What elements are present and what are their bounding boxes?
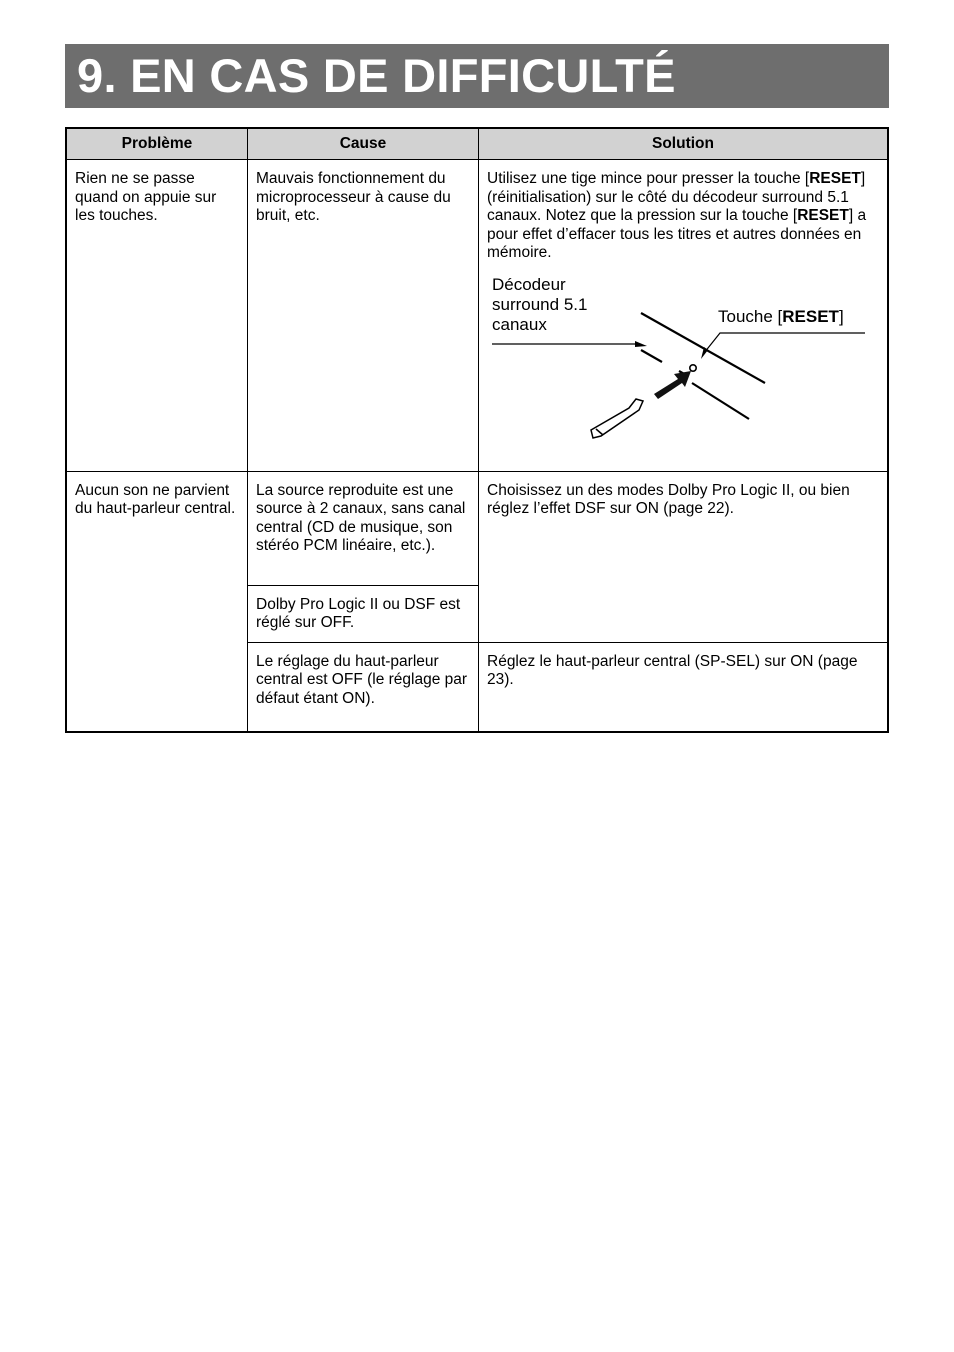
table-row [66, 160, 888, 472]
column-header-solution: Solution [479, 128, 889, 160]
problem-cell: Aucun son ne parvient du haut-parleur central. [66, 471, 248, 732]
reset-key-label: RESET [809, 170, 861, 187]
column-header-cause: Cause [248, 128, 479, 160]
problem-cell: Rien ne se passe quand on appuie sur les touches. [66, 160, 248, 472]
cause-cell: La source reproduite est une source à 2 canaux, sans canal central (CD de musique, son stéréo PCM linéaire, etc.). [248, 471, 479, 585]
cause-cell: Le réglage du haut-parleur central est OFF (le réglage par défaut étant ON). [248, 642, 479, 732]
reset-key-label: RESET [797, 207, 849, 224]
thin-rod-icon [591, 399, 643, 438]
page-title: 9. EN CAS DE DIFFICULTÉ [77, 49, 676, 102]
decoder-drawing [479, 275, 879, 465]
reset-illustration [479, 275, 879, 465]
cause-cell: Dolby Pro Logic II ou DSF est réglé sur OFF. [248, 585, 479, 642]
table-header-row [66, 128, 888, 160]
solution-cell [479, 160, 889, 472]
decoder-outline [641, 313, 765, 419]
decoder-label: Décodeur surround 5.1 canaux [492, 274, 588, 334]
solution-cell: Réglez le haut-parleur central (SP-SEL) sur ON (page 23). [479, 642, 889, 732]
decoder-pointer-arrow-icon [635, 341, 647, 347]
reset-hole-icon [690, 364, 696, 370]
reset-button-label: Touche [RESET] [718, 306, 844, 326]
leader-lines [492, 333, 865, 353]
cause-cell: Mauvais fonctionnement du microprocesseur à cause du bruit, etc. [248, 160, 479, 472]
solution-text: Utilisez une tige mince pour presser la touche [RESET] (réinitialisation) sur le côté du décodeur surround 5.1 canaux. Notez que la pression sur la touche [RESET] a pour effet d’effacer tous les titres et autres données en mémoire. [487, 170, 867, 261]
section-title-banner [65, 44, 889, 108]
troubleshooting-table [65, 127, 889, 733]
press-arrow-icon [654, 371, 691, 399]
solution-cell: Choisissez un des modes Dolby Pro Logic II, ou bien réglez l’effet DSF sur ON (page 22). [479, 471, 889, 642]
table-row [66, 471, 888, 585]
column-header-problem: Problème [66, 128, 248, 160]
